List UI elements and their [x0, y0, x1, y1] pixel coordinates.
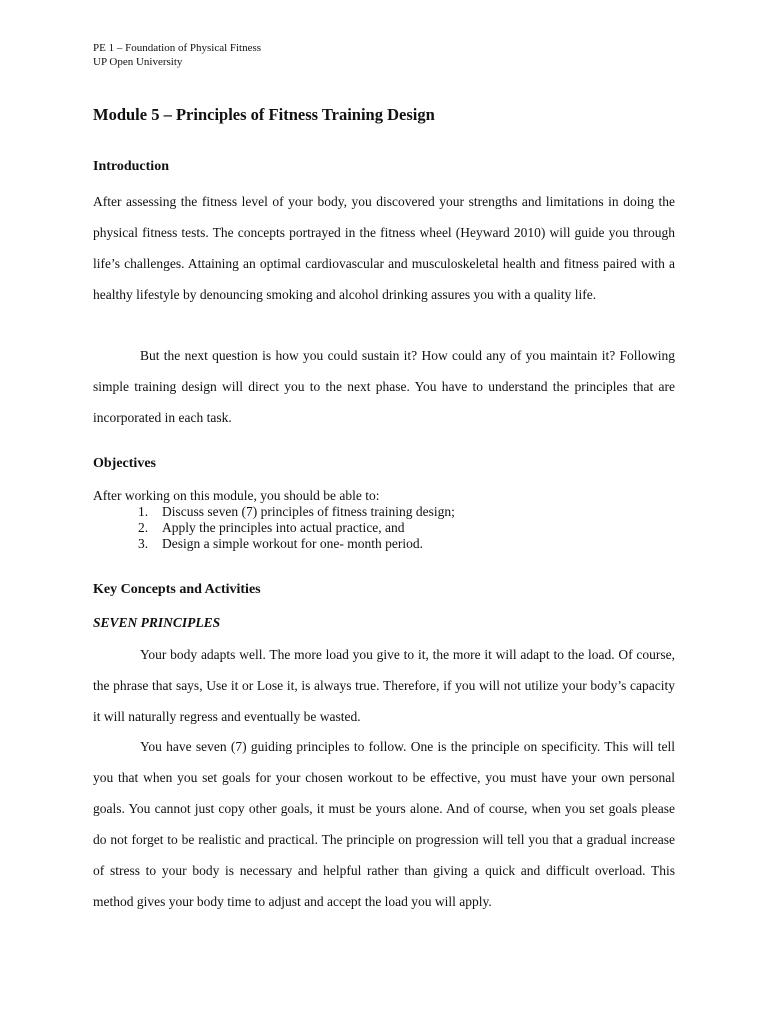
introduction-paragraph-2: But the next question is how you could sustain it? How could any of you maintain it? Following simple training design will direct you to the next phase. You have to understand the principles that are incorporated in each task.	[93, 348, 675, 425]
university-name: UP Open University	[93, 56, 183, 68]
objective-number: 1.	[138, 504, 149, 519]
objective-number: 2.	[138, 520, 149, 535]
objectives-intro: After working on this module, you should be able to:	[93, 488, 380, 503]
objectives-heading: Objectives	[93, 456, 156, 471]
objective-item	[138, 536, 455, 552]
introduction-heading: Introduction	[93, 159, 169, 174]
key-concepts-paragraph-2: You have seven (7) guiding principles to follow. One is the principle on specificity. This will tell you that when you set goals for your chosen workout to be effective, you must have your own personal goals. You cannot just copy other goals, it must be yours alone. And of course, when you set goals please do not forget to be realistic and practical. The principle on progression will tell you that a gradual increase of stress to your body is necessary and helpful rather than giving a quick and difficult overload. This method gives your body time to adjust and accept the load you will apply.	[93, 739, 675, 909]
seven-principles-subheading: SEVEN PRINCIPLES	[93, 615, 221, 630]
objective-text: Apply the principles into actual practice, and	[162, 520, 405, 535]
key-concepts-heading: Key Concepts and Activities	[93, 582, 261, 597]
objectives-list	[138, 504, 455, 552]
introduction-paragraph-1: After assessing the fitness level of your body, you discovered your strengths and limitations in doing the physical fitness tests. The concepts portrayed in the fitness wheel (Heyward 2010) will guide you through life’s challenges. Attaining an optimal cardiovascular and musculoskeletal health and fitness paired with a healthy lifestyle by denouncing smoking and alcohol drinking assures you with a quality life.	[93, 194, 675, 302]
key-concepts-paragraph-1: Your body adapts well. The more load you give to it, the more it will adapt to the load. Of course, the phrase that says, Use it or Lose it, is always true. Therefore, if you will not utilize your body’s capacity it will naturally regress and eventually be wasted.	[93, 647, 675, 724]
objective-number: 3.	[138, 536, 149, 551]
course-title: PE 1 – Foundation of Physical Fitness	[93, 42, 262, 54]
objective-item	[138, 520, 455, 536]
objective-text: Design a simple workout for one- month period.	[162, 536, 423, 551]
objective-item	[138, 504, 455, 520]
objective-text: Discuss seven (7) principles of fitness training design;	[162, 504, 455, 519]
module-title: Module 5 – Principles of Fitness Training Design	[93, 105, 435, 124]
running-header	[93, 41, 261, 69]
